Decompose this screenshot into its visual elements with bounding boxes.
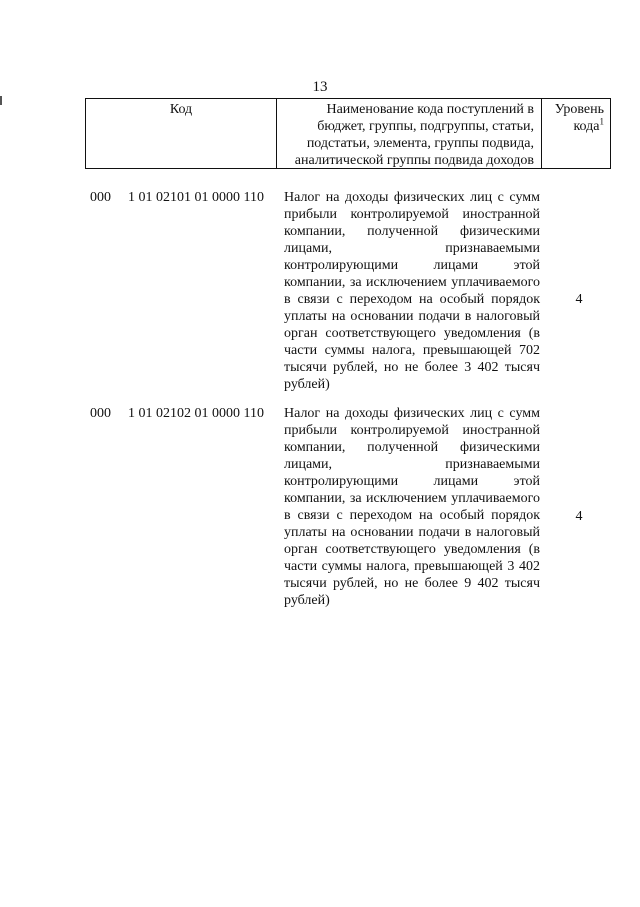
row-income-code: 1 01 02101 01 0000 110: [128, 190, 264, 205]
page-number: 13: [312, 79, 328, 95]
row-description: Налог на доходы физических лиц с сумм прибыли контролируемой иностранной компании, полученной физическими лицами, признаваемыми контролирующими лицами этой компании, за исключением уплачиваемого в связи с переходом на особый порядок уплаты на основании подачи в налоговый орган соответствующего уведомления (в части суммы налога, превышающей 3 402 тысячи рублей, но не более 9 402 тысяч рублей): [284, 406, 540, 608]
row-level: 4: [575, 509, 583, 524]
row-level: 4: [575, 292, 583, 307]
header-level: [542, 99, 611, 168]
header-level-footnote: 1: [599, 116, 604, 127]
header-code: Код: [85, 99, 277, 168]
header-level-label: Уровень кода: [554, 102, 604, 134]
row-admin-code: 000: [90, 406, 111, 421]
header-name: Наименование кода поступлений в бюджет, группы, подгруппы, статьи, подстатьи, элемента, группы подвида, аналитической группы подвида доходов: [277, 99, 542, 168]
scan-margin-mark: [0, 96, 2, 105]
row-description: Налог на доходы физических лиц с сумм прибыли контролируемой иностранной компании, полученной физическими лицами, признаваемыми контролирующими лицами этой компании, за исключением уплачиваемого в связи с переходом на особый порядок уплаты на основании подачи в налоговый орган соответствующего уведомления (в части суммы налога, превышающей 702 тысячи рублей, но не более 3 402 тысяч рублей): [284, 190, 540, 392]
row-admin-code: 000: [90, 190, 111, 205]
table-header: [85, 98, 611, 169]
row-income-code: 1 01 02102 01 0000 110: [128, 406, 264, 421]
